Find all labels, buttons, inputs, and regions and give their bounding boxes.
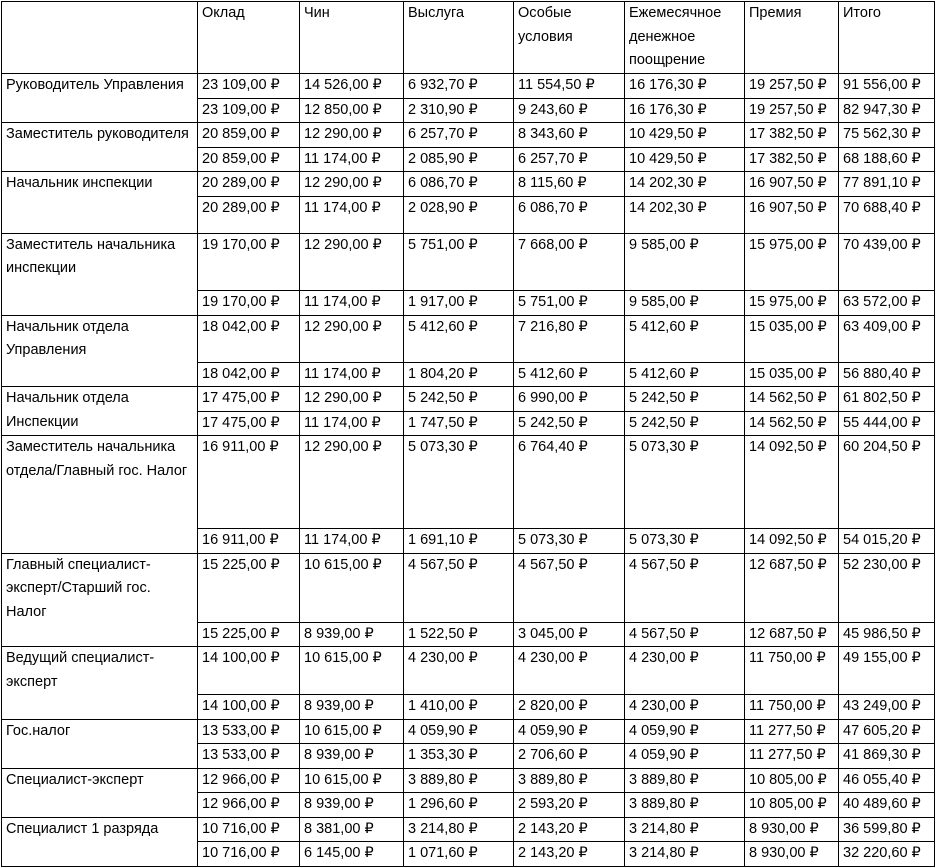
salary-cell: 14 100,00 ₽ [198,647,300,695]
salary-cell: 12 966,00 ₽ [198,768,300,793]
rank-cell: 11 174,00 ₽ [300,290,404,315]
special-conditions-cell: 4 059,90 ₽ [514,719,625,744]
rank-cell: 8 939,00 ₽ [300,793,404,818]
salary-cell: 14 100,00 ₽ [198,695,300,720]
special-conditions-cell: 11 554,50 ₽ [514,73,625,98]
position-cell: Начальник отдела Управления [2,315,198,387]
position-cell: Специалист 1 разряда [2,817,198,866]
premium-cell: 12 687,50 ₽ [745,622,839,647]
total-cell: 41 869,30 ₽ [839,744,935,769]
salary-cell: 19 170,00 ₽ [198,290,300,315]
total-cell: 47 605,20 ₽ [839,719,935,744]
monthly-bonus-cell: 10 429,50 ₽ [625,147,745,172]
special-conditions-cell: 4 567,50 ₽ [514,553,625,622]
monthly-bonus-cell: 5 242,50 ₽ [625,411,745,436]
salary-cell: 12 966,00 ₽ [198,793,300,818]
rank-cell: 8 939,00 ₽ [300,622,404,647]
rank-cell: 8 381,00 ₽ [300,817,404,842]
table-row [2,647,935,695]
premium-cell: 11 750,00 ₽ [745,647,839,695]
monthly-bonus-cell: 9 585,00 ₽ [625,233,745,290]
table-row [2,123,935,148]
monthly-bonus-cell: 4 230,00 ₽ [625,695,745,720]
special-conditions-cell: 3 045,00 ₽ [514,622,625,647]
header-seniority: Выслуга [404,2,514,74]
premium-cell: 15 035,00 ₽ [745,362,839,387]
monthly-bonus-cell: 3 214,80 ₽ [625,817,745,842]
rank-cell: 12 290,00 ₽ [300,315,404,362]
seniority-cell: 1 410,00 ₽ [404,695,514,720]
premium-cell: 16 907,50 ₽ [745,172,839,197]
monthly-bonus-cell: 14 202,30 ₽ [625,172,745,197]
total-cell: 32 220,60 ₽ [839,842,935,867]
seniority-cell: 5 073,30 ₽ [404,436,514,529]
monthly-bonus-cell: 3 214,80 ₽ [625,842,745,867]
table-row [2,553,935,622]
total-cell: 40 489,60 ₽ [839,793,935,818]
monthly-bonus-cell: 5 073,30 ₽ [625,529,745,554]
special-conditions-cell: 2 143,20 ₽ [514,842,625,867]
premium-cell: 15 035,00 ₽ [745,315,839,362]
premium-cell: 16 907,50 ₽ [745,196,839,233]
monthly-bonus-cell: 5 073,30 ₽ [625,436,745,529]
monthly-bonus-cell: 4 059,90 ₽ [625,744,745,769]
table-row [2,817,935,842]
rank-cell: 11 174,00 ₽ [300,196,404,233]
salary-cell: 20 289,00 ₽ [198,172,300,197]
header-rank: Чин [300,2,404,74]
table-row [2,719,935,744]
table-row [2,73,935,98]
total-cell: 45 986,50 ₽ [839,622,935,647]
position-cell: Главный специалист-эксперт/Старший гос. Налог [2,553,198,647]
rank-cell: 12 290,00 ₽ [300,172,404,197]
seniority-cell: 1 917,00 ₽ [404,290,514,315]
salary-cell: 20 289,00 ₽ [198,196,300,233]
header-corner [2,2,198,74]
salary-cell: 19 170,00 ₽ [198,233,300,290]
total-cell: 49 155,00 ₽ [839,647,935,695]
premium-cell: 12 687,50 ₽ [745,553,839,622]
premium-cell: 11 277,50 ₽ [745,719,839,744]
table-body [2,73,935,866]
salary-cell: 16 911,00 ₽ [198,436,300,529]
salary-cell: 10 716,00 ₽ [198,842,300,867]
salary-cell: 23 109,00 ₽ [198,98,300,123]
rank-cell: 11 174,00 ₽ [300,147,404,172]
total-cell: 77 891,10 ₽ [839,172,935,197]
special-conditions-cell: 8 115,60 ₽ [514,172,625,197]
premium-cell: 14 092,50 ₽ [745,529,839,554]
premium-cell: 19 257,50 ₽ [745,73,839,98]
monthly-bonus-cell: 4 059,90 ₽ [625,719,745,744]
monthly-bonus-cell: 10 429,50 ₽ [625,123,745,148]
monthly-bonus-cell: 4 567,50 ₽ [625,553,745,622]
seniority-cell: 1 296,60 ₽ [404,793,514,818]
monthly-bonus-cell: 5 412,60 ₽ [625,362,745,387]
special-conditions-cell: 5 242,50 ₽ [514,411,625,436]
total-cell: 60 204,50 ₽ [839,436,935,529]
position-cell: Заместитель руководителя [2,123,198,172]
salary-cell: 15 225,00 ₽ [198,553,300,622]
position-cell: Ведущий специалист-эксперт [2,647,198,720]
rank-cell: 6 145,00 ₽ [300,842,404,867]
special-conditions-cell: 7 216,80 ₽ [514,315,625,362]
special-conditions-cell: 5 751,00 ₽ [514,290,625,315]
seniority-cell: 1 747,50 ₽ [404,411,514,436]
special-conditions-cell: 5 412,60 ₽ [514,362,625,387]
premium-cell: 14 092,50 ₽ [745,436,839,529]
premium-cell: 19 257,50 ₽ [745,98,839,123]
header-premium: Премия [745,2,839,74]
premium-cell: 15 975,00 ₽ [745,290,839,315]
seniority-cell: 2 310,90 ₽ [404,98,514,123]
seniority-cell: 1 804,20 ₽ [404,362,514,387]
rank-cell: 14 526,00 ₽ [300,73,404,98]
monthly-bonus-cell: 5 242,50 ₽ [625,387,745,412]
salary-table [1,1,935,867]
monthly-bonus-cell: 5 412,60 ₽ [625,315,745,362]
special-conditions-cell: 6 990,00 ₽ [514,387,625,412]
header-special-conditions: Особые условия [514,2,625,74]
salary-cell: 18 042,00 ₽ [198,362,300,387]
salary-cell: 20 859,00 ₽ [198,147,300,172]
salary-cell: 23 109,00 ₽ [198,73,300,98]
monthly-bonus-cell: 4 567,50 ₽ [625,622,745,647]
premium-cell: 14 562,50 ₽ [745,387,839,412]
total-cell: 75 562,30 ₽ [839,123,935,148]
special-conditions-cell: 6 764,40 ₽ [514,436,625,529]
position-cell: Начальник инспекции [2,172,198,234]
monthly-bonus-cell: 4 230,00 ₽ [625,647,745,695]
position-cell: Начальник отдела Инспекции [2,387,198,436]
salary-cell: 18 042,00 ₽ [198,315,300,362]
total-cell: 82 947,30 ₽ [839,98,935,123]
special-conditions-cell: 8 343,60 ₽ [514,123,625,148]
header-salary: Оклад [198,2,300,74]
premium-cell: 11 277,50 ₽ [745,744,839,769]
table-row [2,768,935,793]
total-cell: 61 802,50 ₽ [839,387,935,412]
special-conditions-cell: 2 593,20 ₽ [514,793,625,818]
monthly-bonus-cell: 3 889,80 ₽ [625,768,745,793]
monthly-bonus-cell: 16 176,30 ₽ [625,73,745,98]
total-cell: 91 556,00 ₽ [839,73,935,98]
rank-cell: 12 290,00 ₽ [300,123,404,148]
table-row [2,172,935,197]
seniority-cell: 2 085,90 ₽ [404,147,514,172]
salary-cell: 13 533,00 ₽ [198,719,300,744]
table-row [2,233,935,290]
rank-cell: 12 290,00 ₽ [300,233,404,290]
premium-cell: 17 382,50 ₽ [745,147,839,172]
rank-cell: 12 290,00 ₽ [300,387,404,412]
total-cell: 46 055,40 ₽ [839,768,935,793]
premium-cell: 11 750,00 ₽ [745,695,839,720]
total-cell: 70 439,00 ₽ [839,233,935,290]
rank-cell: 10 615,00 ₽ [300,647,404,695]
total-cell: 43 249,00 ₽ [839,695,935,720]
position-cell: Заместитель начальника инспекции [2,233,198,315]
special-conditions-cell: 3 889,80 ₽ [514,768,625,793]
salary-cell: 13 533,00 ₽ [198,744,300,769]
seniority-cell: 4 059,90 ₽ [404,719,514,744]
premium-cell: 17 382,50 ₽ [745,123,839,148]
rank-cell: 11 174,00 ₽ [300,362,404,387]
position-cell: Заместитель начальника отдела/Главный гос. Налог [2,436,198,554]
header-row [2,2,935,74]
rank-cell: 10 615,00 ₽ [300,768,404,793]
monthly-bonus-cell: 16 176,30 ₽ [625,98,745,123]
seniority-cell: 3 214,80 ₽ [404,817,514,842]
position-cell: Специалист-эксперт [2,768,198,817]
salary-cell: 17 475,00 ₽ [198,411,300,436]
seniority-cell: 4 567,50 ₽ [404,553,514,622]
special-conditions-cell: 6 086,70 ₽ [514,196,625,233]
seniority-cell: 2 028,90 ₽ [404,196,514,233]
seniority-cell: 3 889,80 ₽ [404,768,514,793]
premium-cell: 14 562,50 ₽ [745,411,839,436]
premium-cell: 8 930,00 ₽ [745,842,839,867]
seniority-cell: 1 522,50 ₽ [404,622,514,647]
position-cell: Руководитель Управления [2,73,198,123]
special-conditions-cell: 2 143,20 ₽ [514,817,625,842]
rank-cell: 8 939,00 ₽ [300,695,404,720]
total-cell: 55 444,00 ₽ [839,411,935,436]
total-cell: 54 015,20 ₽ [839,529,935,554]
table-row [2,387,935,412]
rank-cell: 11 174,00 ₽ [300,411,404,436]
special-conditions-cell: 6 257,70 ₽ [514,147,625,172]
premium-cell: 8 930,00 ₽ [745,817,839,842]
seniority-cell: 1 691,10 ₽ [404,529,514,554]
position-cell: Гос.налог [2,719,198,768]
monthly-bonus-cell: 9 585,00 ₽ [625,290,745,315]
salary-cell: 15 225,00 ₽ [198,622,300,647]
salary-cell: 17 475,00 ₽ [198,387,300,412]
seniority-cell: 1 071,60 ₽ [404,842,514,867]
total-cell: 52 230,00 ₽ [839,553,935,622]
monthly-bonus-cell: 14 202,30 ₽ [625,196,745,233]
special-conditions-cell: 2 820,00 ₽ [514,695,625,720]
seniority-cell: 4 230,00 ₽ [404,647,514,695]
rank-cell: 12 290,00 ₽ [300,436,404,529]
special-conditions-cell: 5 073,30 ₽ [514,529,625,554]
special-conditions-cell: 4 230,00 ₽ [514,647,625,695]
seniority-cell: 5 412,60 ₽ [404,315,514,362]
rank-cell: 8 939,00 ₽ [300,744,404,769]
salary-cell: 16 911,00 ₽ [198,529,300,554]
seniority-cell: 6 086,70 ₽ [404,172,514,197]
rank-cell: 12 850,00 ₽ [300,98,404,123]
special-conditions-cell: 7 668,00 ₽ [514,233,625,290]
total-cell: 36 599,80 ₽ [839,817,935,842]
rank-cell: 10 615,00 ₽ [300,553,404,622]
special-conditions-cell: 2 706,60 ₽ [514,744,625,769]
header-monthly-bonus: Ежемесячное денежное поощрение [625,2,745,74]
rank-cell: 10 615,00 ₽ [300,719,404,744]
header-total: Итого [839,2,935,74]
seniority-cell: 5 751,00 ₽ [404,233,514,290]
seniority-cell: 6 932,70 ₽ [404,73,514,98]
premium-cell: 10 805,00 ₽ [745,768,839,793]
rank-cell: 11 174,00 ₽ [300,529,404,554]
salary-cell: 20 859,00 ₽ [198,123,300,148]
total-cell: 70 688,40 ₽ [839,196,935,233]
total-cell: 63 409,00 ₽ [839,315,935,362]
premium-cell: 10 805,00 ₽ [745,793,839,818]
seniority-cell: 5 242,50 ₽ [404,387,514,412]
salary-cell: 10 716,00 ₽ [198,817,300,842]
table-row [2,436,935,529]
total-cell: 56 880,40 ₽ [839,362,935,387]
table-row [2,315,935,362]
monthly-bonus-cell: 3 889,80 ₽ [625,793,745,818]
seniority-cell: 1 353,30 ₽ [404,744,514,769]
total-cell: 63 572,00 ₽ [839,290,935,315]
special-conditions-cell: 9 243,60 ₽ [514,98,625,123]
total-cell: 68 188,60 ₽ [839,147,935,172]
premium-cell: 15 975,00 ₽ [745,233,839,290]
seniority-cell: 6 257,70 ₽ [404,123,514,148]
